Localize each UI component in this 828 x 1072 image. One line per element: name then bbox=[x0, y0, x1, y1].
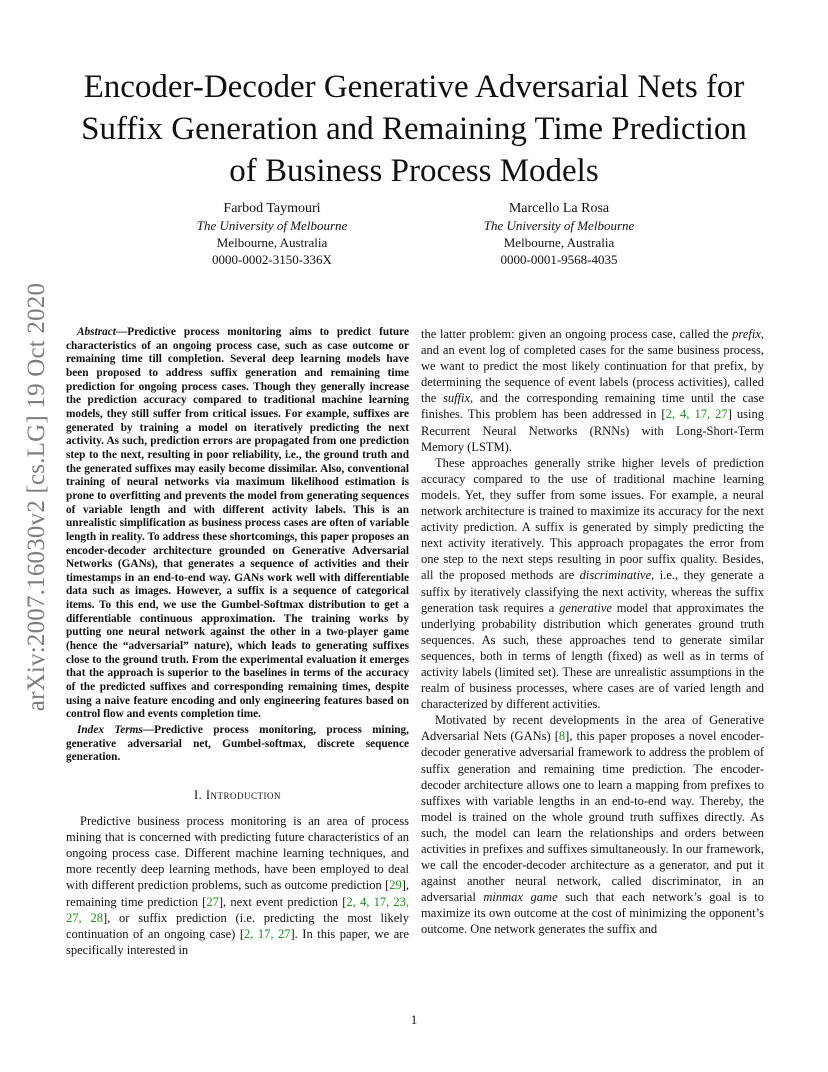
emphasis: generative bbox=[559, 600, 612, 615]
page-number: 1 bbox=[410, 1012, 418, 1027]
title-line: of Business Process Models bbox=[229, 153, 599, 189]
emphasis: minmax game bbox=[483, 890, 558, 905]
citation-link[interactable]: 27 bbox=[206, 894, 219, 909]
author-orcid: 0000-0001-9568-4035 bbox=[500, 252, 618, 267]
section-title: Introduction bbox=[205, 788, 282, 802]
right-column bbox=[421, 326, 764, 938]
body-paragraph bbox=[421, 712, 764, 937]
emphasis: prefix bbox=[732, 327, 761, 341]
text-run: such that each network’s goal is to maximize its own outcome at the cost of minimizing the opponent’s outcome. One network generates the suffix and bbox=[421, 890, 765, 937]
text-run: Predictive business process monitoring is an area of process mining that is concerned with predicting future characteristics of an ongoing process case. Different machine learning techniques, and more recently deep learning methods, have been employed to deal with different prediction problems, such as outcome prediction [ bbox=[66, 814, 409, 893]
text-run: , and an event log of completed cases for the same business process, we want to predict the most likely continuation for that prefix, by determining the sequence of event labels (process activities), called the bbox=[421, 327, 764, 406]
emphasis: discriminative bbox=[579, 568, 652, 583]
text-run: ]. In this paper, we are specifically interested in bbox=[66, 926, 409, 957]
section-heading bbox=[66, 787, 409, 803]
citation-link[interactable]: 2, 4, 17, 27 bbox=[665, 407, 728, 422]
abstract-text: —Predictive process monitoring aims to predict future characteristics of an ongoing process case, such as case outcome or remaining time till completion. Several deep learning models have been proposed to address suffix generation and remaining time prediction for ongoing process cases. Though they generally increase the prediction accuracy compared to traditional machine learning models, they still suffer from critical issues. For example, suffixes are generated by training a model on iteratively predicting the next activity. As such, prediction errors are propagated from one prediction step to the next, resulting in poor reliability, i.e., the ground truth and the generated suffixes may easily become dissimilar. Also, conventional training of neural networks via maximum likelihood estimation is prone to overfitting and prevents the model from generating sequences of variable length and with different activity labels. This is an unrealistic simplification as business process cases are often of variable length in reality. To address these shortcomings, this paper proposes an encoder-decoder architecture grounded on Generative Adversarial Networks (GANs), that generates a sequence of activities and their timestamps in an end-to-end way. GANs work well with differentiable data such as images. However, a suffix is a sequence of categorical items. To this end, we use the Gumbel-Softmax distribution to get a differentiable continuous approximation. The training works by putting one neural network against the other in a two-player game (hence the “adversarial” nature), which leads to generating suffixes close to the ground truth. From the experimental evaluation it emerges that the approach is superior to the baselines in terms of the accuracy of the predicted suffixes and corresponding remaining times, despite using a naive feature encoding and only engineering features based on control flow and events completion time. bbox=[66, 326, 409, 721]
index-terms-text: —Predictive process monitoring, process mining, generative adversarial net, Gumbel-softmax, discrete sequence generation. bbox=[66, 724, 409, 764]
author-affiliation: The University of Melbourne bbox=[483, 218, 635, 233]
citation-link[interactable]: 2, 17, 27 bbox=[244, 926, 291, 941]
section-number: I. bbox=[193, 788, 203, 802]
citation-link[interactable]: 2, 4, 17, 23, 27, 28 bbox=[66, 894, 410, 925]
body-paragraph bbox=[421, 455, 764, 713]
text-run: ], this paper proposes a novel encoder-decoder generative adversarial framework to address the problem of suffix generation and remaining time prediction. The encoder-decoder architecture allows one to learn a mapping from prefixes to suffixes with variable lengths in an end-to-end way. Thereby, the model is trained on the whole ground truth suffixes directly. As such, the model can learn the relationships and orders between activities in prefixes and suffixes simultaneously. In our framework, we call the encoder-decoder architecture as a generator, and put it against another neural network, called discriminator, in an adversarial bbox=[421, 729, 764, 905]
author-location: Melbourne, Australia bbox=[503, 235, 615, 250]
abstract bbox=[66, 326, 409, 722]
text-run: These approaches generally strike higher levels of prediction accuracy compared to the use of traditional machine learning models. Yet, they suffer from some issues. For example, a neural network architecture is trained to maximize its accuracy for the next activity prediction. A suffix is generated by simply predicting the next activity iteratively. This approach propagates the error from one step to the next steps resulting in poor suffix quality. Besides, all the proposed methods are bbox=[421, 455, 764, 583]
index-terms-lead: Index Terms bbox=[77, 724, 143, 737]
text-run: model that approximates the underlying probability distribution which generates ground truth sequences. As such, these approaches tend to generate similar sequences, both in terms of length (fixed) as well as in terms of activity labels (limited set). These are unrealistic assumptions in the realm of business processes, where cases are of varied length and characterized by different activities. bbox=[421, 600, 764, 712]
title-line: Encoder-Decoder Generative Adversarial Nets for bbox=[83, 69, 745, 105]
author-location: Melbourne, Australia bbox=[216, 235, 328, 250]
text-run: , i.e., they generate a suffix by iteratively classifying the next activity, whereas the suffix generation task requires a bbox=[421, 568, 764, 615]
text-run: ] using Recurrent Neural Networks (RNNs) with Long-Short-Term Memory (LSTM). bbox=[421, 407, 765, 454]
text-run: ], remaining time prediction [ bbox=[66, 878, 409, 909]
left-column bbox=[66, 326, 409, 958]
intro-paragraph bbox=[66, 813, 409, 958]
citation-link[interactable]: 29 bbox=[389, 878, 402, 893]
text-run: ], next event prediction [ bbox=[218, 894, 347, 909]
arxiv-stamp bbox=[14, 282, 60, 712]
text-run: the latter problem: given an ongoing process case, called the bbox=[421, 327, 733, 341]
author-name: Marcello La Rosa bbox=[508, 201, 610, 216]
index-terms bbox=[66, 724, 409, 765]
body-paragraph bbox=[421, 326, 764, 455]
abstract-lead: Abstract bbox=[77, 326, 116, 338]
citation-link[interactable]: 8 bbox=[558, 729, 566, 744]
arxiv-stamp-text: arXiv:2007.16030v2 [cs.LG] 19 Oct 2020 bbox=[23, 282, 50, 712]
text-run: ], or suffix prediction (i.e. predicting the most likely continuation of an ongoing case) [ bbox=[66, 910, 409, 941]
text-run: Motivated by recent developments in the area of Generative Adversarial Nets (GANs) [ bbox=[421, 713, 764, 744]
text-run: , and the corresponding remaining time until the case finishes. This problem has been addressed in [ bbox=[421, 391, 764, 422]
author-block-1 bbox=[147, 200, 397, 268]
author-affiliation: The University of Melbourne bbox=[196, 218, 348, 233]
paper-title bbox=[60, 66, 768, 192]
emphasis: suffix bbox=[442, 391, 471, 406]
author-orcid: 0000-0002-3150-336X bbox=[212, 252, 332, 267]
title-line: Suffix Generation and Remaining Time Prediction bbox=[81, 111, 747, 147]
author-name: Farbod Taymouri bbox=[223, 201, 321, 216]
author-block-2 bbox=[434, 200, 684, 268]
